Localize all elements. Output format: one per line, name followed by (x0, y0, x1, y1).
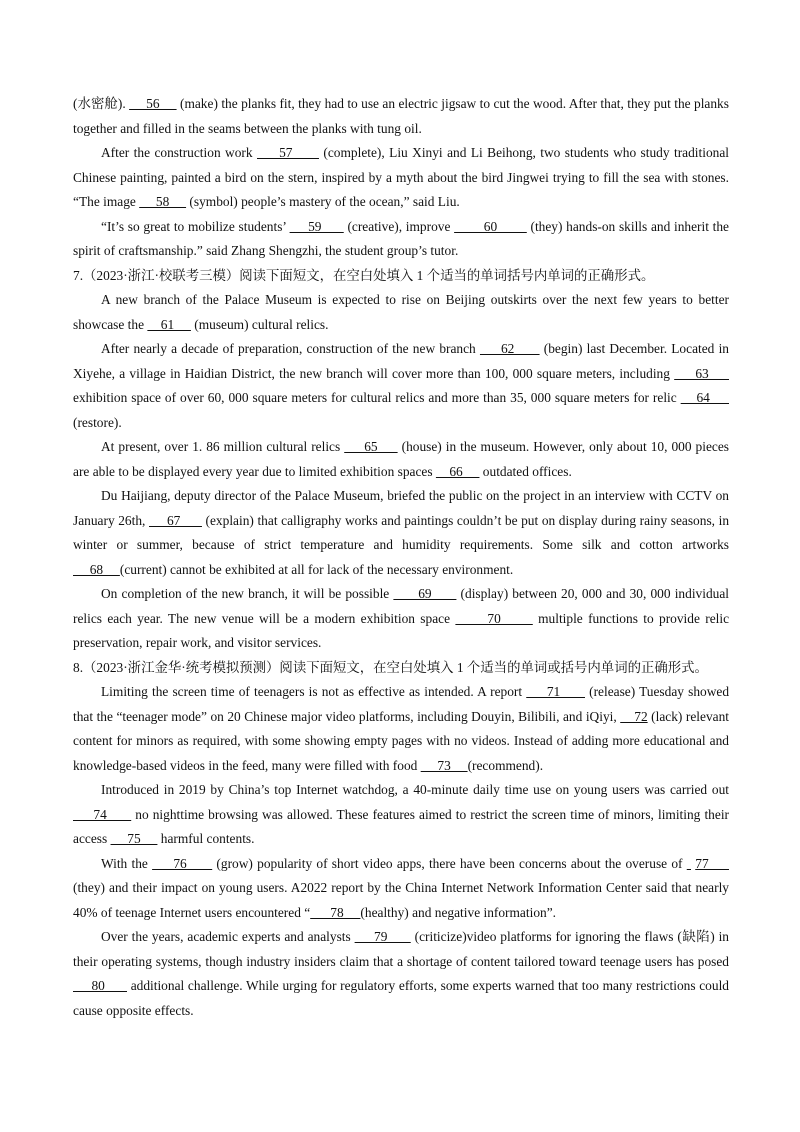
passage-text: At present, over 1. 86 million cultural relics (101, 439, 345, 454)
passage-text: (current) cannot be exhibited at all for lack of the necessary environment. (119, 561, 514, 577)
passage-paragraph (73, 215, 729, 264)
answer-blank: 62 (479, 341, 540, 356)
passage-paragraph (73, 484, 729, 582)
answer-blank: 66 (435, 463, 480, 479)
passage-text: After nearly a decade of preparation, construction of the new branch (101, 341, 480, 356)
passage-text: (complete), Liu Xinyi and Li Beihong, two students who study traditional Chinese painting, painted a bird on the stern, inspired by a myth about the bird Jingwei trying to fill the sea with stones. “The image (73, 145, 730, 209)
passage-text: Limiting the screen time of teenagers is not as effective as intended. A report (101, 684, 527, 699)
passage-text: Over the years, academic experts and analysts (101, 929, 355, 944)
passage-text: After the construction work (101, 145, 257, 160)
answer-blank: 78 (310, 904, 361, 920)
answer-blank: 61 (147, 316, 191, 332)
answer-blank: 71 (526, 684, 585, 699)
passage-text: (house) in the museum. However, only about 10, 000 pieces are able to be displayed every year due to limited exhibition spaces (73, 439, 729, 479)
answer-blank: 79 (354, 929, 411, 944)
answer-blank: 72 (620, 708, 648, 724)
answer-blank: 64 (680, 390, 729, 405)
passage-text: A new branch of the Palace Museum is expected to rise on Beijing outskirts over the next few years to better showcase the (73, 292, 729, 332)
answer-blank: 75 (110, 831, 158, 846)
answer-blank: 56 (129, 96, 177, 111)
answer-blank: 63 (674, 365, 729, 381)
passage-paragraph (73, 92, 729, 141)
answer-blank: 58 (139, 194, 187, 209)
passage-paragraph (73, 778, 729, 852)
passage-text: On completion of the new branch, it will be possible (101, 586, 394, 601)
passage-text: (they) and their impact on young users. A2022 report by the China Internet Network Information Center said that nearly 40% of teenage Internet users encountered “ (73, 880, 729, 920)
question-heading: 8.（2023·浙江金华·统考模拟预测）阅读下面短文，在空白处填入 1 个适当的单词或括号内单词的正确形式。 (73, 659, 708, 675)
passage-paragraph (73, 925, 729, 1023)
passage-text: Du Haijiang, deputy director of the Palace Museum, briefed the public on the project in an interview with CCTV on January 26th, (73, 488, 729, 528)
answer-blank: 73 (420, 757, 468, 773)
answer-blank: 57 (257, 145, 319, 160)
passage-text: (recommend). (467, 757, 544, 773)
passage-text: no nighttime browsing was allowed. These features aimed to restrict the screen time of minors, limiting their access (73, 806, 729, 846)
passage-paragraph (73, 582, 729, 656)
passage-text: (museum) cultural relics. (190, 316, 329, 332)
passage-text: (explain) that calligraphy works and paintings couldn’t be put on display during rainy seasons, in winter or summer, because of strict temperature and humidity requirements. Some silk and cotton artworks (73, 512, 730, 552)
passage-text: (creative), improve (343, 218, 455, 234)
passage-text: With the (101, 855, 153, 871)
passage-text: (display) between 20, 000 and 30, 000 individual relics each year. The new venue will be a modern exhibition space (73, 586, 730, 626)
passage-text: (restore). (73, 414, 122, 430)
passage-paragraph (73, 288, 729, 337)
passage-text: additional challenge. While urging for regulatory efforts, some experts warned that too many restrictions could cause opposite effects. (73, 978, 729, 1018)
passage-paragraph (73, 337, 729, 435)
passage-paragraph (73, 435, 729, 484)
answer-blank: 59 (289, 218, 344, 234)
passage-text: multiple functions to provide relic preservation, repair work, and visitor services. (73, 610, 730, 650)
passage-text: “It’s so great to mobilize students’ (101, 218, 290, 234)
passage-text: (they) hands-on skills and inherit the spirit of craftsmanship.” said Zhang Shengzhi, the student group’s tutor. (73, 218, 729, 258)
passage-text: (release) Tuesday showed that the “teenager mode” on 20 Chinese major video platforms, including Douyin, Bilibili, and iQiyi, (73, 684, 730, 724)
passage-text: (healthy) and negative information”. (360, 904, 556, 920)
passage-text: Introduced in 2019 by China’s top Internet watchdog, a 40-minute daily time use on young users was carried out (101, 782, 729, 797)
passage-text: (lack) relevant content for minors as required, with some showing empty pages with no videos. Instead of adding more educational and knowledge-based videos in the feed, many were filled with food (73, 708, 729, 773)
answer-blank: 70 (455, 610, 533, 626)
passage-paragraph (73, 680, 729, 778)
answer-blank: 77 (695, 855, 729, 871)
passage-paragraph (73, 852, 729, 926)
answer-blank: 76 (152, 855, 213, 871)
answer-blank: 60 (454, 218, 527, 234)
passage-text: (symbol) people’s mastery of the ocean,” said Liu. (186, 194, 460, 209)
passage-text: (grow) popularity of short video apps, there have been concerns about the overuse of (212, 855, 687, 871)
passage-text: exhibition space of over 60, 000 square meters for cultural relics and more than 35, 000 square meters for relic (73, 390, 681, 405)
answer-blank: 65 (344, 439, 398, 454)
passage-text: (水密舱). (73, 96, 130, 111)
answer-blank: 74 (73, 806, 132, 822)
passage-text: (criticize)video platforms for ignoring the flaws (缺陷) in their operating systems, though industry insiders claim that a shortage of content tailored toward teenage users has posed (73, 929, 729, 969)
passage-paragraph (73, 141, 729, 215)
passage-text: outdated offices. (479, 463, 572, 479)
passage-text: (begin) last December. Located in Xiyehe, a village in Haidian District, the new branch will cover more than 100, 000 square meters, including (73, 341, 729, 381)
passage-text: (make) the planks fit, they had to use an electric jigsaw to cut the wood. After that, they put the planks together and filled in the seams between the planks with tung oil. (73, 96, 729, 136)
passage-text: harmful contents. (157, 831, 255, 846)
answer-blank: 67 (149, 512, 202, 528)
answer-blank: 69 (393, 586, 457, 601)
document-body (73, 92, 729, 1023)
answer-blank: 80 (73, 978, 127, 993)
question-heading: 7.（2023·浙江·校联考三模）阅读下面短文，在空白处填入 1 个适当的单词括号内单词的正确形式。 (73, 267, 655, 283)
answer-blank: 68 (73, 561, 120, 577)
